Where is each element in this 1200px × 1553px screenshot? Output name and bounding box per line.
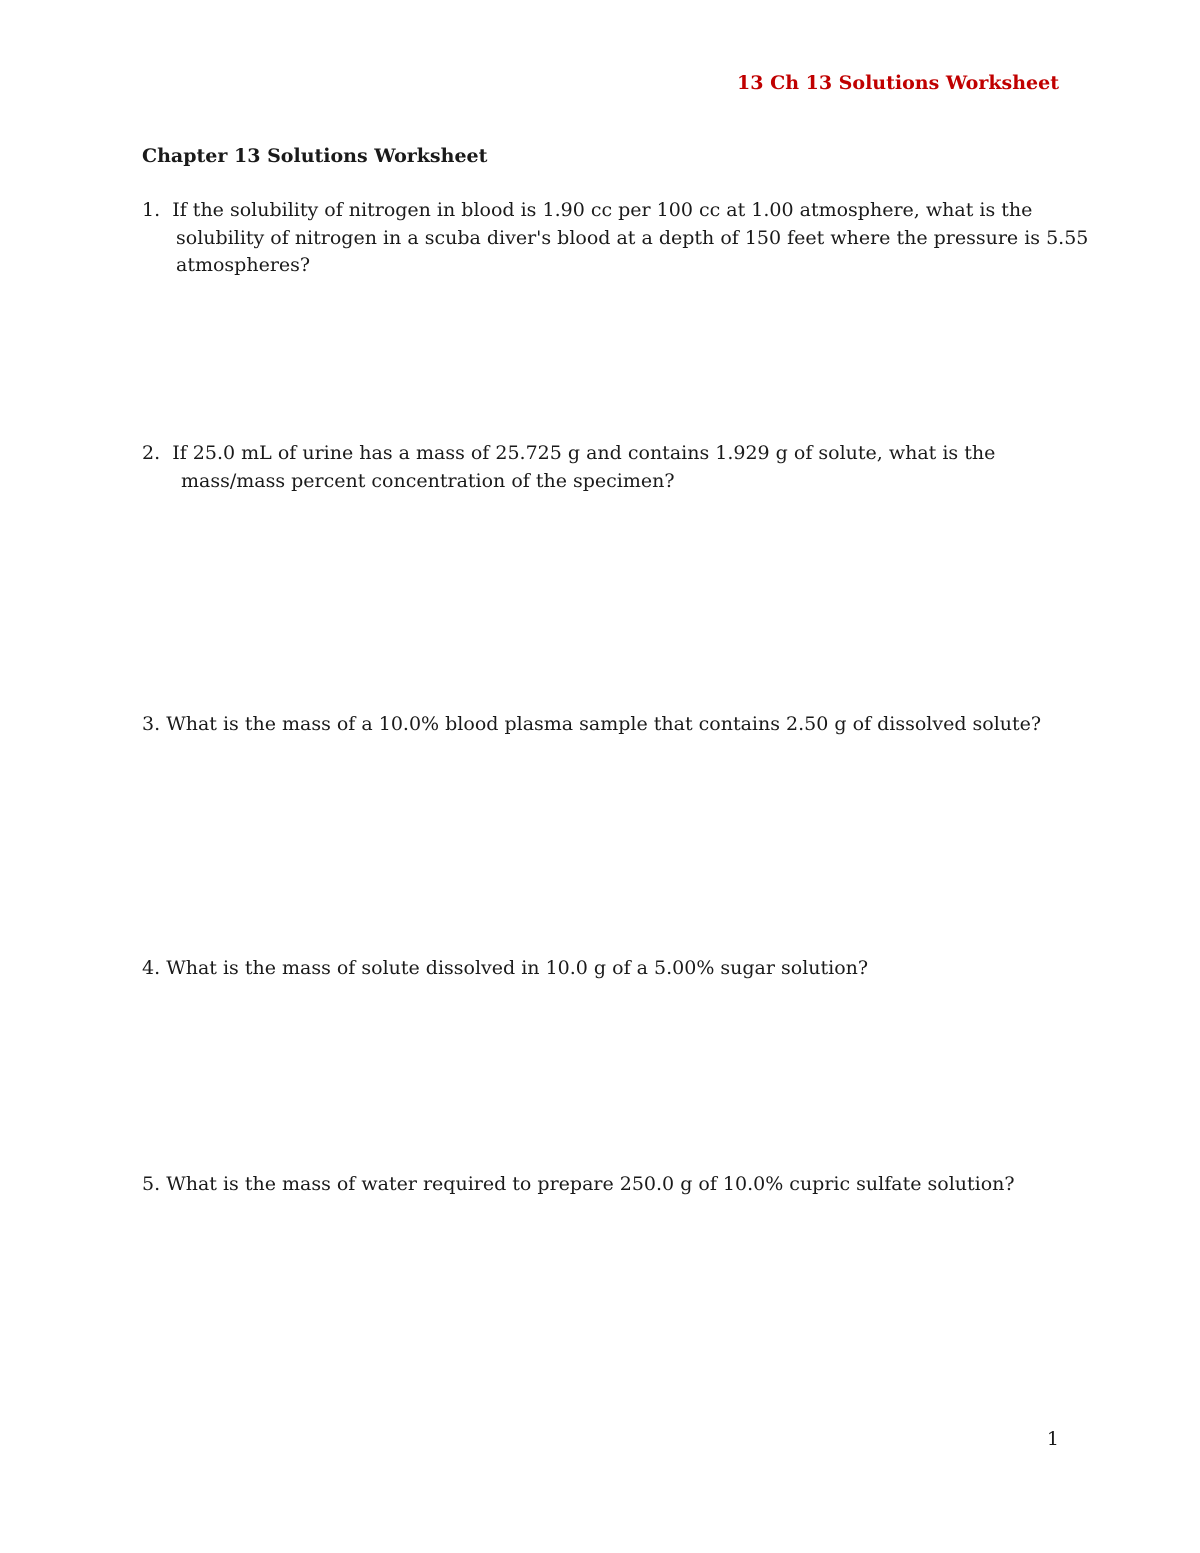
running-header: 13 Ch 13 Solutions Worksheet xyxy=(737,72,1059,94)
question-3-number: 3. xyxy=(142,713,161,735)
question-1-line-1 xyxy=(142,197,1082,225)
question-1 xyxy=(142,197,1089,280)
question-5-number: 5. xyxy=(142,1173,161,1195)
question-3-text-1: What is the mass of a 10.0% blood plasma sample that contains 2.50 g of dissolved solute? xyxy=(166,713,1042,735)
question-1-line-3: atmospheres? xyxy=(176,254,311,276)
question-1-text-1: If the solubility of nitrogen in blood is 1.90 cc per 100 cc at 1.00 atmosphere, what is the xyxy=(172,199,1033,221)
question-1-number: 1. xyxy=(142,199,161,221)
page-number: 1 xyxy=(1046,1428,1059,1450)
question-2 xyxy=(142,440,1082,495)
question-4 xyxy=(142,955,1082,983)
question-2-number: 2. xyxy=(142,442,161,464)
question-2-text-1: If 25.0 mL of urine has a mass of 25.725 g and contains 1.929 g of solute, what is the xyxy=(172,442,996,464)
question-2-line-1 xyxy=(142,440,1082,468)
question-5-text-1: What is the mass of water required to prepare 250.0 g of 10.0% cupric sulfate solution? xyxy=(166,1173,1015,1195)
question-3 xyxy=(142,711,1082,739)
question-4-number: 4. xyxy=(142,957,161,979)
question-4-text-1: What is the mass of solute dissolved in 10.0 g of a 5.00% sugar solution? xyxy=(166,957,869,979)
question-5 xyxy=(142,1171,1082,1199)
question-5-line-1 xyxy=(142,1171,1082,1199)
page-title: Chapter 13 Solutions Worksheet xyxy=(142,145,488,167)
question-2-line-2: mass/mass percent concentration of the specimen? xyxy=(181,469,675,492)
question-1-line-2: solubility of nitrogen in a scuba diver's blood at a depth of 150 feet where the pressure is 5.55 xyxy=(176,226,1089,249)
question-3-line-1 xyxy=(142,711,1082,739)
question-4-line-1 xyxy=(142,955,1082,983)
